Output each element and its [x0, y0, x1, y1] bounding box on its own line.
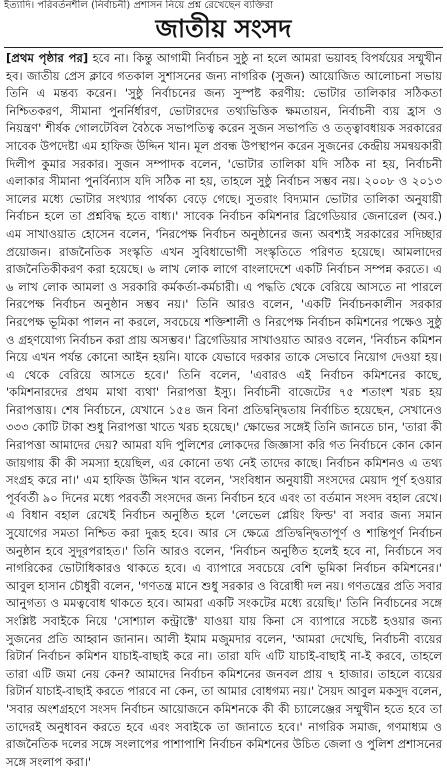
- article-headline: জাতীয় সংসদ: [155, 14, 292, 43]
- continued-from-label: [প্রথম পৃষ্ঠার পর]: [6, 51, 89, 65]
- headline-divider: [4, 47, 443, 48]
- article-text: হবে না। কিন্তু আগামী নির্বাচন সুষ্ঠু না হলে আমরা ভয়াবহ বিপর্যয়ের সম্মুখীন হব। জাতীয় প্রেস ক্লাবে গতকাল সুশাসনের জন্য নাগরিক (সুজন) আয়োজিত আলোচনা সভায় তিনি এ মন্তব্য করেন। 'সুষ্ঠু নির্বাচনের জন্য সুস্পষ্ট করণীয়: ভোটার তালিকার সঠিকতা নিশ্চিতকরণ, সীমানা পুনর্নির্ধারণ, ভোটারদের তথ্যভিত্তিক ক্ষমতায়ন, নির্বাচনী ব্যয় হ্রাস ও নিয়ন্ত্রণ' শীর্ষক গোলটেবিল বৈঠকে সভাপতিত্ব করেন সুজন সভাপতি ও তত্ত্বাবধায়ক সরকারের সাবেক উপদেষ্টা এম হাফিজ উদ্দিন খান। মূল প্রবন্ধ উপস্থাপন করেন সুজনের কেন্দ্রীয় সমন্বয়কারী দিলীপ কুমার সরকার। সুজন সম্পাদক বলেন, 'ভোটার তালিকা যদি সঠিক না হয়, নির্বাচনী এলাকার সীমানা পুনর্বিন্যাস যদি সঠিক না হয়, তাহলে সুষ্ঠু নির্বাচন সম্ভব নয়। ২০০৮ ও ২০১৩ সালের মধ্যে ভোটার সংখ্যার পার্থক্য বেড়ে গেছে। সুতরাং বিদ্যমান ভোটার তালিকা অনুযায়ী নির্বাচন হলে তা প্রশ্নবিদ্ধ হতে বাধ্য।' সাবেক নির্বাচন কমিশনার ব্রিগেডিয়ার জেনারেল (অব.) এম সাখাওয়াত হোসেন বলেন, 'নিরপেক্ষ নির্বাচন অনুষ্ঠানের জন্য অবশ্যই সরকারের সদিচ্ছার প্রয়োজন। রাজনৈতিক সংস্কৃতি এখন সুবিধাভোগী সংস্কৃতিতে পরিণত হয়েছে। আমলাদের রাজনৈতিকীকরণ করা হয়েছে। ৬ লাখ লোক লাগে বাংলাদেশে একটি নির্বাচন সম্পন্ন করতে। এ ৬ লাখ লোক আমলা ও সরকারি কর্মকর্তা-কর্মচারী। এ পদ্ধতি থেকে বেরিয়ে আসতে না পারলে নিরপেক্ষ নির্বাচন অনুষ্ঠান সম্ভব নয়।' তিনি আরও বলেন, 'একটি নির্বাচনকালীন সরকার নিরপেক্ষ ভূমিকা পালন না করলে, সবচেয়ে শক্তিশালী ও নিরপেক্ষ নির্বাচন কমিশনের পক্ষেও সুষ্ঠু ও গ্রহণযোগ্য নির্বাচন করা প্রায় অসম্ভব।' ব্রিগেডিয়ার সাখাওয়াত আরও বলেন, 'নির্বাচন কমিশন নিয়ে এখন পর্যন্ত কোনো আইন হয়নি। যাকে যেভাবে দরকার তাকে সেভাবে নিয়োগ দেওয়া হয়। এ থেকে বেরিয়ে আসতে হবে।' তিনি বলেন, 'এবারও এই নির্বাচন কমিশনের কাছে, 'কমিশনারদের প্রথম মাথা ব্যথা' নিরাপত্তা ইস্যু। নির্বাচনী বাজেটের ৭৫ শতাংশ খরচ হয় নিরাপত্তায়। শেষ নির্বাচনে, যেখানে ১৫৪ জন বিনা প্রতিদ্বন্দ্বিতায় নির্বাচিত হয়েছেন, সেখানেও ৩৩৩ কোটি টাকা শুধু নিরাপত্তা খাতে খরচ হয়েছে।' ক্ষোভের সঙ্গেই তিনি জানতে চান, 'তারা কী নিরাপত্তা আমাদের দেয়? আমরা যদি পুলিশের লোকদের জিজ্ঞাসা করি গত নির্বাচনে কোন কোন জায়গায় কী কী সমস্যা হয়েছিল, এর কোনো তথ্য নেই তাদের কাছে। নির্বাচন কমিশনও এ তথ্য সংগ্রহ করে না।' এম হাফিজ উদ্দিন খান বলেন, 'সংবিধান অনুযায়ী সংসদের মেয়াদ পূর্ণ হওয়ার পূর্ববর্তী ৯০ দিনের মধ্যে পরবর্তী সংসদের জন্য নির্বাচন হবে এবং তা বর্তমান সংসদ বহাল রেখে। এ বিধান বহাল রেখেই নির্বাচন অনুষ্ঠিত হলে 'লেভেল প্লেয়িং ফিল্ড' বা সবার জন্য সমান সুযোগের সমতা নিশ্চিত করা দুরূহ হবে। আর সে ক্ষেত্রে প্রতিদ্বন্দ্বিতাপূর্ণ ও শান্তিপূর্ণ নির্বাচন অনুষ্ঠান হবে সুদূরপরাহত।' তিনি আরও বলেন, 'নির্বাচন অনুষ্ঠিত হলেই হবে না, নির্বাচনে সব নাগরিকের ভোটাধিকারও থাকতে হবে। এ ব্যাপারে সবচেয়ে বেশি ভূমিকা নির্বাচন কমিশনের।' আবুল হাসান চৌধুরী বলেন, 'গণতন্ত্র মানে শুধু সরকার ও বিরোধী দল নয়। গণতন্ত্রের প্রতি সবার আনুগত্য ও মমত্ববোধ থাকতে হবে। আমরা একটি সংকটের মধ্যে রয়েছি।' তিনি নির্বাচনের সঙ্গে সংশ্লিষ্ট সবাইকে নিয়ে 'সোশ্যাল কন্ট্রাক্টে' যাওয়া যায় কিনা সে ব্যাপারে সচেষ্ট হওয়ার জন্য সুজনের প্রতি আহ্বান জানান। আলী ইমাম মজুমদার বলেন, 'আমরা দেখেছি, নির্বাচনী ব্যয়ের রিটার্ন নির্বাচন কমিশন যাচাই-বাছাই করে না। তারা যদি এটি যাচাই-বাছাই না-ই করবে, তাহলে তারা এটি জমা নেয় কেন? আমাদের নির্বাচন কমিশনের জনবল প্রায় ৭ হাজার। তাহলে ব্যয়ের রিটার্ন যাচাই-বাছাই করতে পারবে না কেন, তা আমার বোধগম্য নয়।' সৈয়দ আবুল মকসুদ বলেন, 'সবার অংশগ্রহণে সংসদ নির্বাচন আয়োজনে কমিশনকে কী কী চ্যালেঞ্জের সম্মুখীন হতে হবে তা তাদেরই অনুধাবন করতে হবে এবং সবাইকে তা জানাতে হবে।' নাগরিক সমাজ, গণমাধ্যম ও রাজনৈতিক দলের সঙ্গে সংলাপের পাশাপাশি নির্বাচন কমিশনের উচিত জেলা ও পুলিশ প্রশাসনের সঙ্গে সংলাপ করা।': [6, 51, 443, 769]
- previous-article-fragment: ইত্যাদি। পরিবর্তনশীল (নির্বাচনী) প্রশাসন নিয়ে প্রশ্ন রেখেছেন ব্যক্তিরা: [4, 0, 274, 11]
- article-paragraph: [6, 50, 442, 771]
- article-body: [6, 50, 443, 769]
